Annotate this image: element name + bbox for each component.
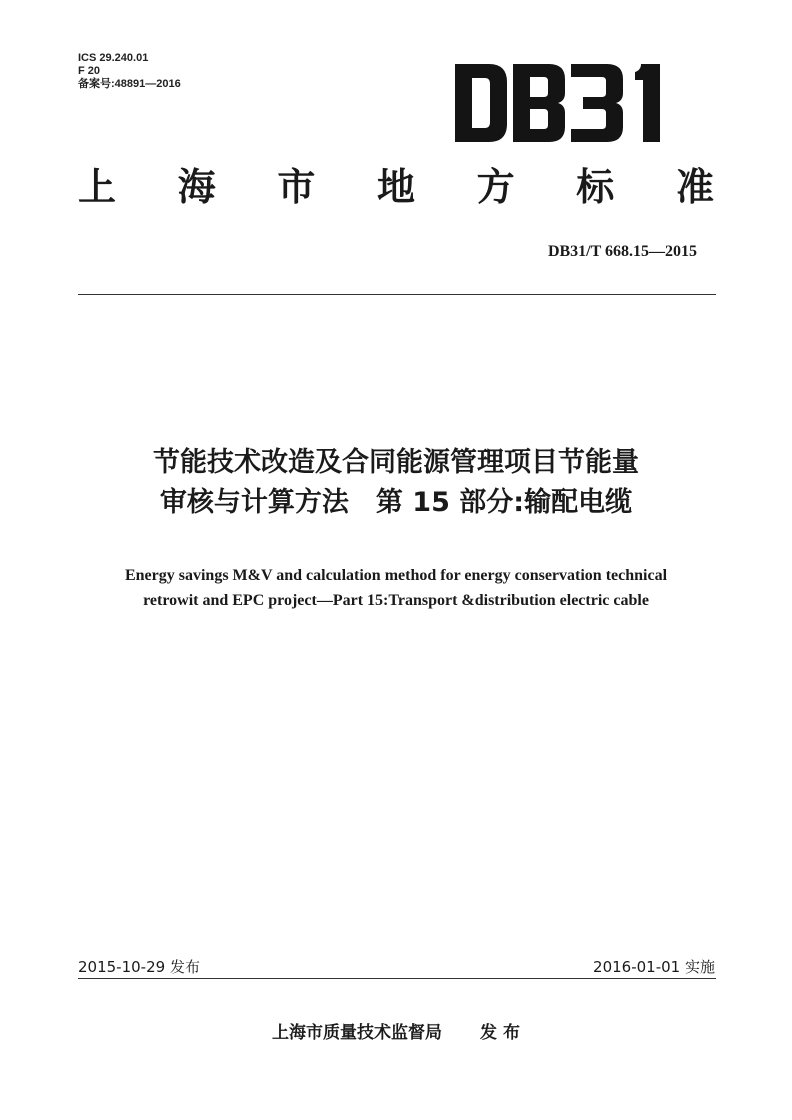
- standard-title-char: 准: [675, 164, 714, 209]
- chinese-title-line-1: 节能技术改造及合同能源管理项目节能量: [153, 447, 639, 478]
- publish-date: 2015-10-29 发布: [78, 958, 200, 976]
- standard-title-char: 海: [177, 164, 216, 209]
- chinese-title: [40, 443, 752, 523]
- top-divider: [78, 294, 716, 295]
- standard-title-char: 标: [576, 164, 615, 209]
- db31-logo: [455, 64, 675, 142]
- standard-number: DB31/T 668.15—2015: [547, 243, 697, 260]
- standard-title-char: 市: [277, 164, 316, 209]
- english-title: [40, 563, 752, 613]
- ccs-code: F 20: [78, 65, 101, 77]
- standard-title-char: 地: [376, 164, 415, 209]
- standard-title-char: 方: [476, 164, 515, 209]
- standard-type-title: [78, 158, 714, 208]
- standard-title-char: 上: [78, 164, 117, 209]
- issuer-name: 上海市质量技术监督局: [272, 1023, 443, 1043]
- issuer-line: [0, 1018, 792, 1043]
- english-title-line-2: retrowit and EPC project—Part 15:Transport &distribution electric cable: [143, 592, 649, 609]
- issuer-action: 发 布: [480, 1023, 520, 1043]
- record-number: 备案号:48891—2016: [78, 78, 181, 90]
- english-title-line-1: Energy savings M&V and calculation method for energy conservation technical: [124, 567, 668, 584]
- implement-date: 2016-01-01 实施: [593, 958, 715, 976]
- bottom-divider: [78, 978, 716, 979]
- ics-code: ICS 29.240.01: [78, 52, 149, 64]
- chinese-title-line-2: 审核与计算方法 第 15 部分:输配电缆: [159, 487, 633, 518]
